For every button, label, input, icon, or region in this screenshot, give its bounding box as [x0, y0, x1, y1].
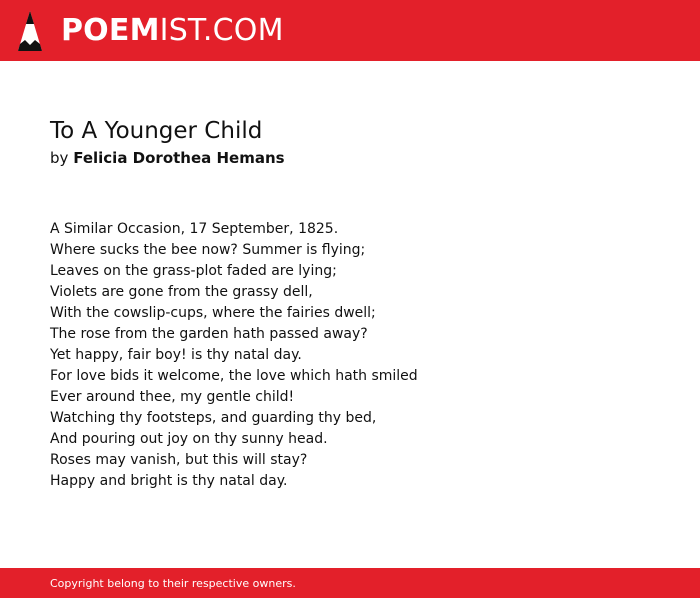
poem-line: Ever around thee, my gentle child!: [50, 389, 295, 405]
site-header: [0, 0, 700, 61]
poem-line: The rose from the garden hath passed away?: [50, 326, 368, 342]
poem-line: For love bids it welcome, the love which hath smiled: [50, 368, 418, 384]
poem-line: Watching thy footsteps, and guarding thy bed,: [50, 410, 377, 426]
poem-line: Roses may vanish, but this will stay?: [50, 452, 308, 468]
pencil-tip-icon: [17, 10, 43, 52]
copyright-text: Copyright belong to their respective owners.: [50, 576, 296, 590]
poem-byline: [50, 147, 670, 169]
poem-line: Where sucks the bee now? Summer is flying;: [50, 242, 366, 258]
poem-line: And pouring out joy on thy sunny head.: [50, 431, 328, 447]
site-logo-link[interactable]: [17, 10, 284, 52]
logo-brand-light: IST.COM: [159, 12, 284, 48]
site-footer: [0, 568, 700, 598]
poem-line: Violets are gone from the grassy dell,: [50, 284, 313, 300]
poem-line: With the cowslip-cups, where the fairies dwell;: [50, 305, 376, 321]
poem-body: [50, 219, 670, 492]
poem-content: [50, 116, 670, 492]
poem-line: Leaves on the grass-plot faded are lying;: [50, 263, 337, 279]
poem-line: A Similar Occasion, 17 September, 1825.: [50, 221, 339, 237]
poem-line: Yet happy, fair boy! is thy natal day.: [50, 347, 302, 363]
logo-brand-bold: POEM: [61, 12, 160, 48]
by-label: by: [50, 149, 69, 167]
poem-title: To A Younger Child: [50, 118, 263, 144]
poem-author: Felicia Dorothea Hemans: [73, 149, 285, 167]
site-logo-text: [61, 12, 284, 48]
poem-line: Happy and bright is thy natal day.: [50, 473, 288, 489]
